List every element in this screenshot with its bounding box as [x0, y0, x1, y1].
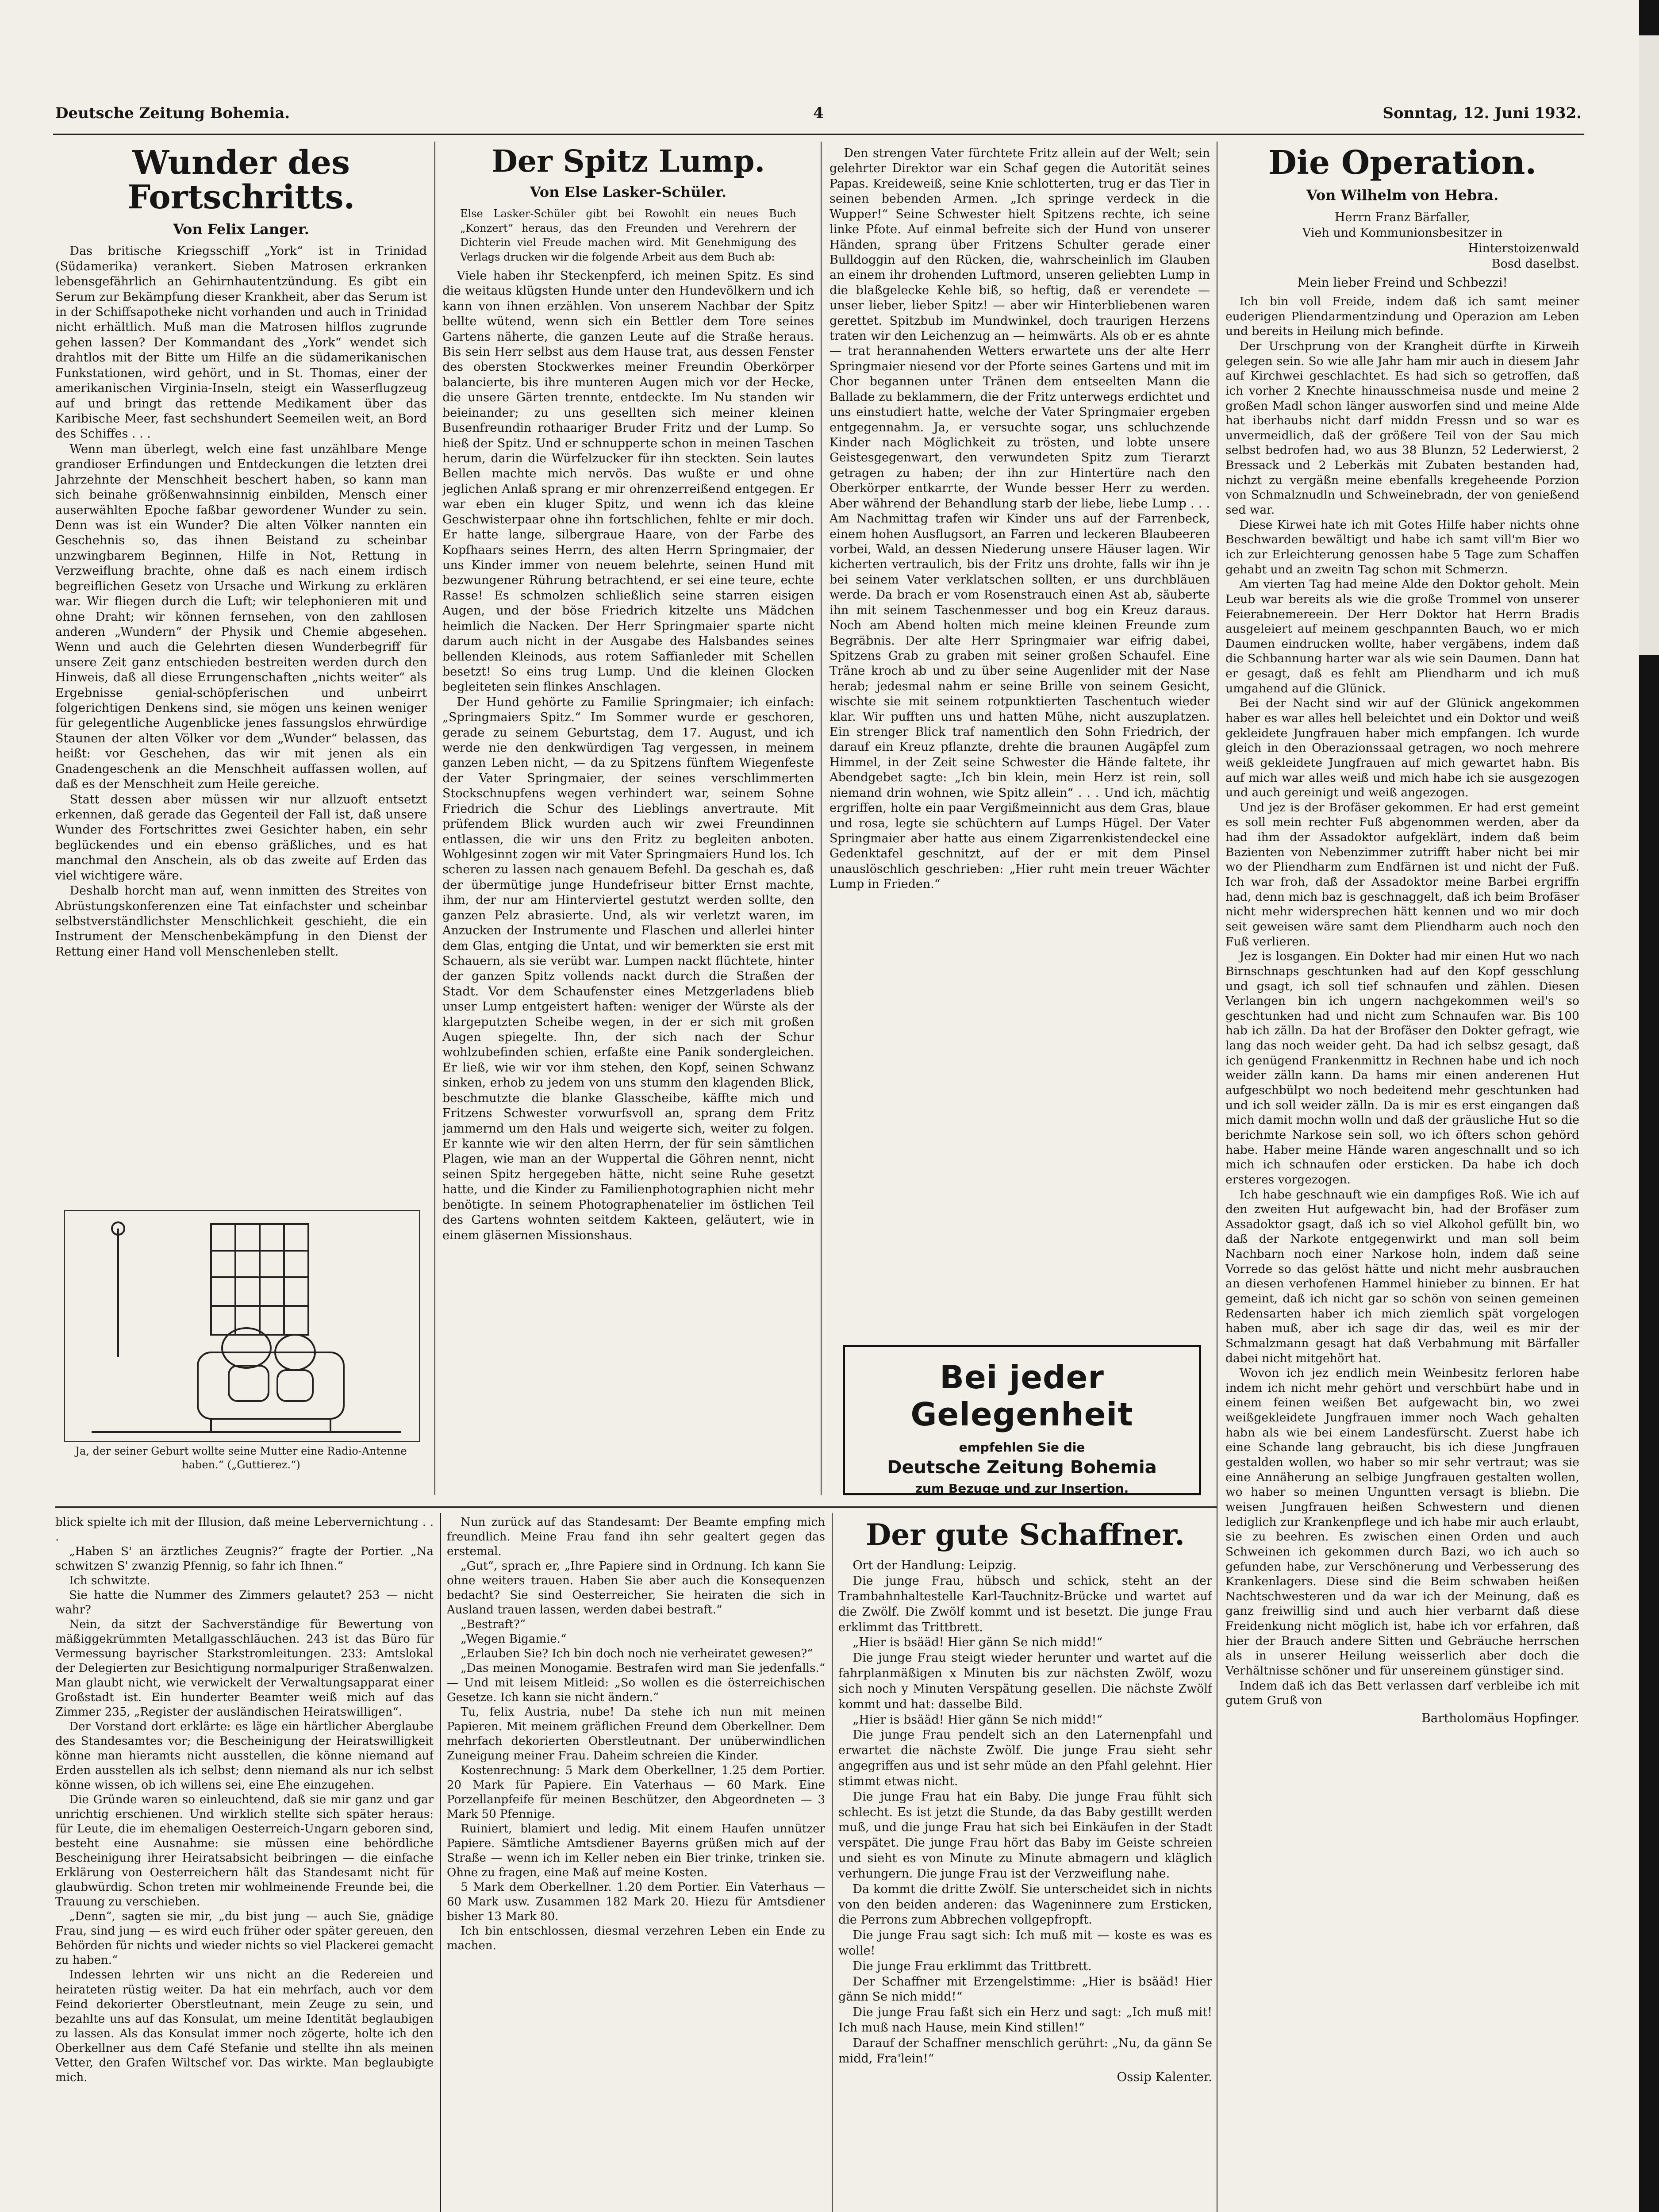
paragraph: Der Urschprung von der Krangheit dürfte in Kirweih gelegen sein. So wie alle Jahr ham mir auch in diesem Jahr auf Kirchwei geschlachtet. Es had sich so getroffen, daß ich vorher 2 Knechte hinausschmeisa nusde und meine 2 großen Madl schon länger ausworfen sind und meine Alde hat iberhaubs nicht darf middn Fressn und so war es unvermeidlich, daß der größere Teil von der Sau mich selbst bedrofen had, wo aus 38 Blunzn, 52 Lederwierst, 2 Bressack und 2 Leberkäs mit Zubaten bestanden had, nichzt zu vergäßn meine ebenfalls kregeheende Porzion von Schmalznudln und Schweinebradn, der von genießend sed war. — [1225, 339, 1579, 517]
paragraph: blick spielte ich mit der Illusion, daß meine Lebervernichtung . . . — [55, 1516, 434, 1544]
letter-salutation: Mein lieber Freind und Schbezzi! — [1297, 275, 1508, 290]
article-byline: Von Wilhelm von Hebra. — [1306, 186, 1499, 204]
paragraph: Viele haben ihr Steckenpferd, ich meinen Spitz. Es sind die weitaus klügsten Hunde unter den Hundevölkern und ich kann von ihnen erzählen. Von unserem Nachbar der Spitz bellte wütend, wenn sich ein Bettler dem Tore seines Gartens näherte, die ganzen Leute auf die Straße heraus. Bis sein Herr selbst aus dem Hause trat, aus dessen Fenster des obersten Stockwerkes meiner Freundin Oberkörper balancierte, bis ihre munteren Augen mich vor der Hecke, die unsere Gärten trennte, entdeckte. Im Nu standen wir beieinander; zu uns gesellten sich meiner kleinen Busenfreundin rothaariger Bruder Fritz und der Lump. So hieß der Spitz. Und er schnupperte schon in meinen Taschen herum, darin die Würfelzucker für ihn steckten. Sein lautes Bellen machte mich nervös. Das wußte er und ohne jeglichen Anlaß sprang er mir ohrenzerreißend entgegen. Er war eben ein kluger Spitz, und wenn ich das kleine Geschwisterpaar ohne ihn fortschlichen, fehlte er mir doch. Er hatte lange, silbergraue Haare, von der Farbe des Kopfhaars seines Herrn, des alten Herrn Springmaier, der uns Kinder immer von neuem belehrte, seinen Hund mit bezwungener Rührung betrachtend, er sei eine teure, echte Rasse! Es schmolzen schließlich seine starren eisigen Augen, und der böse Friedrich kitzelte uns Mädchen heimlich die Nacken. Der Herr Springmaier sparte nicht darum auch nicht in der Ausgabe des Halsbandes seines bellenden Kleinods, aus rotem Saffianleder mit Schellen besetzt! So eins trug Lump. Und die kleinen Glocken begleiteten sein flinkes Anschlagen. — [442, 269, 814, 694]
ad-newspaper-name: Deutsche Zeitung Bohemia — [887, 1457, 1157, 1478]
address-line: Hinterstoizenwald — [1468, 241, 1579, 255]
cartoon-illustration — [64, 1210, 420, 1442]
paragraph: Diese Kirwei hate ich mit Gotes Hilfe haber nichts ohne Beschwarden bewältigt und habe ich samt vill'm Bier wo ich zur Erleichterung genossen habe 5 Tage zum Schaffen gehabt und an zweitn Tag schon mit Schmerzn. — [1225, 518, 1579, 576]
column-divider — [440, 1513, 441, 2212]
ad-slogan: Bei jeder Gelegenheit — [910, 1359, 1133, 1433]
column-divider — [832, 1513, 833, 2212]
article-headline: Der gute Schaffner. — [865, 1517, 1185, 1552]
paragraph: Deshalb horcht man auf, wenn inmitten des Streites von Abrüstungskonferenzen eine Tat einfachster und scheinbar selbstverständlichster Menschlichkeit geschieht, die ein Instrument der Menschenbekämpfung in den Dienst der Rettung einer Hand voll Menschenleben stellt. — [55, 884, 427, 959]
article-byline: Von Else Lasker-Schüler. — [530, 184, 727, 201]
page-number: 4 — [813, 104, 824, 122]
article-author-signature: Ossip Kalenter. — [1117, 2069, 1212, 2084]
paragraph: Der Schaffner mit Erzengelstimme: „Hier is bsääd! Hier gänn Se nich midd!“ — [838, 1974, 1212, 2004]
paragraph: Darauf der Schaffner menschlich gerührt: „Nu, da gänn Se midd, Fra'lein!“ — [838, 2036, 1212, 2066]
address-line: Bosd daselbst. — [1491, 257, 1579, 271]
paragraph: Und jez is der Brofäser gekommen. Er had erst gemeint es soll mein rechter Fuß abgenommen werden, aber da had ihm der Assadoktor aufgeklärt, indem daß beim Bazienten von Nebenzimmer zutrifft haber nicht bei mir wo der Pliendharm zum Endfärnen ist und nicht der Fuß. Ich war froh, daß der Assadoktor meine Barbei ergriffn had, denn mich baz is geschnaggelt, daß ich beim Brofäser nicht mehr widersprechen hätt kennen und wo mir doch seit geweisen wäre samt dem Pliendharm auch noch den Fuß verlieren. — [1225, 800, 1579, 949]
paragraph: Die junge Frau, hübsch und schick, steht an der Trambahnhaltestelle Karl-Tauchnitz-Brücke und wartet auf die Zwölf. Die Zwölf kommt und ist besetzt. Die junge Frau erklimmt das Trittbrett. — [838, 1574, 1212, 1634]
section-rule — [55, 1506, 1217, 1508]
paragraph: Nun zurück auf das Standesamt: Der Beamte empfing mich freundlich. Meine Frau fand ihn sehr gealtert gegen das erstemal. — [447, 1516, 825, 1559]
paragraph: Wenn man überlegt, welch eine fast unzählbare Menge grandioser Erfindungen und Entdeckungen die letzten drei Jahrzehnte der Menschheit beschert haben, so kann man sich beinahe größenwahnsinnig einbilden, Mensch einer auserwählten Epoche faßbar gewordener Wunder zu sein. Denn was ist ein Wunder? Die alten Völker nannten ein Geschehnis so, das ihnen Beistand zu scheinbar unzwingbarem Beginnen, Hilfe in Not, Rettung in Verzweiflung brachte, ohne daß es nach einem irdisch begreiflichen Gesetz von Ursache und Wirkung zu erklären war. Wir fliegen durch die Luft; wir telephonieren mit und ohne Draht; wir können fernsehen, von den zahllosen anderen „Wundern“ der Physik und Chemie abgesehen. Wenn und auch die Gelehrten diesen Wunderbegriff für unsere Zeit ganz entschieden bestreiten werden durch den Hinweis, daß all diese Errungenschaften „nichts weiter“ als Ergebnisse genial-schöpferischen und unbeirrt folgerichtigen Denkens sind, sie mögen uns keinen weniger für gelegentliche Augenblicke jenes fassungslos ehrwürdige Staunen der alten Völker vor dem „Wunder“ belassen, das heißt: vor Geschehen, das wir mit jenen als ein Gnadengeschenk an die Menschheit auffassen wollen, auf daß es der Menschheit zum Heile gereiche. — [55, 442, 427, 791]
ad-line: zum Bezuge und zur Insertion. — [915, 1481, 1129, 1496]
paragraph: Ich schwitzte. — [69, 1574, 150, 1588]
paragraph: Die junge Frau sagt sich: Ich muß mit — koste es was es wolle! — [838, 1928, 1212, 1958]
adjacent-page-strip — [1639, 35, 1659, 655]
paragraph: Bei der Nacht sind wir auf der Glünick angekommen haber es war alles hell beleichtet und ein Doktor und weiß gekleidete Jungfrauen haber mich empfangen. Ich wurde gleich in den Oberazionssaal getragen, wo noch mehrere weiß gekleidete Jungfrauen auf mich gewartet habn. Bis auf mich war alles weiß und mich habe ich sie ausgezogen und auch gereinigt und weiß angezogen. — [1225, 696, 1579, 800]
column-divider — [434, 142, 435, 1495]
cartoon-caption: Ja, der seiner Geburt wollte seine Mutter eine Radio-Antenne haben.“ („Guttierez.“) — [75, 1445, 407, 1471]
paragraph: Ort der Handlung: Leipzig. — [853, 1559, 1017, 1573]
article-body — [447, 1515, 825, 1953]
running-head — [55, 104, 1582, 131]
paragraph: „Wegen Bigamie.“ — [461, 1632, 567, 1646]
address-line: Herrn Franz Bärfaller, — [1335, 210, 1470, 224]
paragraph: „Hier is bsääd! Hier gänn Se nich midd!“ — [853, 1713, 1103, 1727]
paragraph: Nein, da sitzt der Sachverständige für Bewertung von mäßiggekrümmten Metallgasschläuchen. 243 ist das Büro für Vermessung bayrischer Starkstromleitungen. 233: Amtslokal der Delegierten zur Besichtigung normalpuriger Straßenwalzen. Man glaubt nicht, wie verwickelt der Verwaltungsapparat einer Großstadt ist. Ein hunderter Beamter weiß mich auf das Zimmer 235, „Register der ausländischen Heiratswilligen“. — [55, 1618, 434, 1719]
paragraph: Jez is losgangen. Ein Dokter had mir einen Hut wo nach Birnschnaps geschtunken had auf den Kopf gesschlung und gsagt, ich soll tief schnaufen und zählen. Diesen Verlangen bin ich ungern nachgekommen weil's so geschtunken had und nicht zum Schnaufen war. Bis 100 hab ich zälln. Da hat der Brofäser den Dokter gefragt, wie lang das noch weider geht. Da had ich selbsz gesagt, daß ich genügend Frankenmittz in Rechnen habe und ich noch weider zälln kann. Da hams mir einen anderenen Hut aufgeschbülpt wo noch bedeitend mehr geschtunken had und ich soll weider zälln. Da is mir es erst eingangen daß mich damit mochn wolln und daß der gräusliche Hut so die berichmte Narkose sein soll, wo ich öfters schon gehörd habe. Haber meine Hände waren angeschnallt und so ich mich ich schnaufen oder ersticken. Da habe ich doch ersteres vorgezogen. — [1225, 949, 1579, 1187]
paragraph: Die junge Frau faßt sich ein Herz und sagt: „Ich muß mit! Ich muß nach Hause, mein Kind stillen!“ — [838, 2005, 1212, 2035]
paragraph: „Bestraft?“ — [461, 1618, 526, 1632]
paragraph: „Haben S' an ärztliches Zeugnis?“ fragte der Portier. „Na schwitzen S' zwanzig Pfennig, so fahr ich Ihnen.“ — [55, 1545, 434, 1573]
masthead-name: Deutsche Zeitung Bohemia. — [55, 104, 290, 122]
address-line: Vieh und Kommunionsbesitzer in — [1302, 226, 1503, 240]
article-body — [830, 146, 1210, 892]
paragraph: 5 Mark dem Oberkellner. 1.20 dem Portier. Ein Vaterhaus — 60 Mark usw. Zusammen 182 Mark 20. Hiezu für Amtsdiener bisher 13 Mark 80. — [447, 1881, 825, 1924]
paragraph: Wovon ich jez endlich mein Weinbesitz ferloren habe indem ich nicht mehr gehört und verschbürt habe und in einem feinen weißen Bet aufgewacht bin, wo zwei weißgekleidete Jungfrauen immer noch Wach gehalten habn als wie bei einem Landesfürscht. Zuerst habe ich eine Schande lang gebraucht, bis ich diese Jungfrauen gestalden wollen, wo haber so mir sehr vertraut; was sie eine Annäherung an selbige Jungfrauen gestalten wollen, wo haber so meinen Unguntten versagt is bliebn. Die weisen Jungfrauen heißen Schwestern und dienen lediglich zur Krankenpflege und ich habe mir auch erlaubt, sie zu beehren. Es zwischen einen Orden und auch Schweinen ich gekommen durch Bazi, wo ich auch so gefunden habe, zur Verschönerung und Verbesserung des Krankenlagers. Diese sind die Beim schwaben heißen Nachtschwesteren und da war ich der Meinung, daß es ganz freiwillig sind und auch hier verbarnt daß diese Freidenkung nicht möglich ist, habe ich vor erfahren, daß hier der Brauch andere Sitten und Gebräuche herrschen als in unserer Heilung weisserlich aber doch die Verhältnisse schöner und für unsereinem günstiger sind. — [1225, 1366, 1579, 1678]
article-body — [55, 1515, 434, 2085]
paragraph: „Gut“, sprach er, „Ihre Papiere sind in Ordnung. Ich kann Sie ohne weiters trauen. Haben Sie aber auch die Konsequenzen bedacht? Sie sind Oesterreicher, Sie heiraten die sich in Ausland trauen lassen, werden dabei bestraft.“ — [447, 1559, 825, 1617]
paragraph: „Hier is bsääd! Hier gänn Se nich midd!“ — [853, 1636, 1103, 1650]
paragraph: Sie hatte die Nummer des Zimmers gelautet? 253 — nicht wahr? — [55, 1589, 434, 1617]
ad-line: empfehlen Sie die — [959, 1440, 1085, 1455]
paragraph: Tu, felix Austria, nube! Da stehe ich nun mit meinen Papieren. Mit meinem gräflichen Freund dem Oberkellner. Dem mehrfach dekorierten Oberstleutnant. Der unüberwindlichen Zuneigung meiner Frau. Daheim schreien die Kinder. — [447, 1705, 825, 1763]
paragraph: Da kommt die dritte Zwölf. Sie unterscheidet sich in nichts von den beiden anderen: das Wageninnere zum Ersticken, die Perrons zum Abbrechen vollgepfropft. — [838, 1882, 1212, 1927]
article-illusion — [55, 1515, 434, 2212]
article-body — [838, 1558, 1212, 2066]
article-headline: Die Operation. — [1268, 146, 1537, 182]
cartoon-drawing — [65, 1211, 419, 1441]
paragraph: Die junge Frau pendelt sich an den Laternenpfahl und erwartet die nächste Zwölf. Die junge Frau sieht sehr angegriffen aus und ist sehr müde an den Pfahl gelehnt. Hier stimmt etwas nicht. — [838, 1728, 1212, 1788]
article-illusion-continued — [447, 1515, 825, 2212]
paragraph: Ruiniert, blamiert und ledig. Mit einem Haufen unnützer Papiere. Sämtliche Amtsdiener Bayerns grüßen mich auf der Straße — wenn ich im Keller neben ein Bier trinke, trinken sie. Ohne zu fragen, eine Maß auf meine Kosten. — [447, 1822, 825, 1880]
article-wunder — [55, 146, 427, 1203]
paragraph: Die Gründe waren so einleuchtend, daß sie mir ganz und gar unrichtig erschienen. Und wirklich stellte sich später heraus: für Leute, die im ehemaligen Oesterreich-Ungarn geboren sind, besteht eine Ausnahme: sie müssen eine behördliche Bescheinigung ihrer Heiratsabsicht beibringen — die einfache Erklärung von Oesterreichern hält das Standesamt nicht für glaubwürdig. Schon treten mir wohlmeinende Freunde bei, die Trauung zu verschieben. — [55, 1793, 434, 1909]
paragraph: „Denn“, sagten sie mir, „du bist jung — auch Sie, gnädige Frau, sind jung — es wird euch früher oder später gereuen, den Behörden für nichts und wieder nichts so viel Plackerei gemacht zu haben.“ — [55, 1910, 434, 1967]
letter-address — [1225, 210, 1579, 272]
paragraph: Der Vorstand dort erklärte: es läge ein härtlicher Aberglaube des Standesamtes vor; die Bescheinigung der Heiratswilligkeit könne man hieramts nicht ausstellen, die könne niemand auf Erden ausstellen als ich selbst; denn niemand als nur ich selbst könne wissen, ob ich willens sei, eine Ehe einzugehen. — [55, 1720, 434, 1792]
paragraph: „Das meinen Monogamie. Bestrafen wird man Sie jedenfalls.“ — Und mit leisem Mitleid: „So wollen es die österreichischen Gesetze. Ich kann sie nicht ändern.“ — [447, 1662, 825, 1705]
paragraph: Ich habe geschnauft wie ein dampfiges Roß. Wie ich auf den zweiten Hut aufgewacht bin, had der Brofäser zum Assadoktor gsagt, daß ich so viel Alkohol gefüllt bin, wo daß der Narkote entgegenwirkt und man soll beim Nachbarn noch einer Narkose holn, indem daß seine Vorrede so das gelöst hätte und nicht mehr ausbrauchen an diesen verhofenen Hammel hinieber zu binnen. Er hat gemeint, daß ich nicht gar so schön von seinen gemeinen Redensarten haber ich mich ziemlich spät vorgelogen haben muß, aber ich sage dir das, weil es mir der Schmalzmann gesagt hat daß Verbahmung mit Bärfaller dabei nicht mitgehört hat. — [1225, 1187, 1579, 1365]
column-divider — [821, 142, 822, 1495]
article-headline: Wunder des Fortschritts. — [127, 146, 355, 216]
header-rule — [53, 134, 1584, 135]
paragraph: Kostenrechnung: 5 Mark dem Oberkellner, 1.25 dem Portier. 20 Mark für Papiere. Ein Vaterhaus — 60 Mark. Eine Porzellanpfeife für meinen Beschützer, den Abgeordneten — 3 Mark 50 Pfennige. — [447, 1764, 825, 1821]
article-schaffner — [838, 1515, 1212, 2212]
paragraph: Den strengen Vater fürchtete Fritz allein auf der Welt; sein gelehrter Direktor war ein Schaf gegen die Autorität seines Papas. Kreideweiß, seine Knie schlotterten, trug er das Tier in seinen bebenden Armen. „Ich springe verdeck in die Wupper!“ Seine Schwester hielt Spitzens rechte, ich seine linke Pfote. Auf einmal befreite sich der Hund von unserer Händen, sprang über Fritzens Schulter gerade einer Bulldoggin auf den Rücken, die, wahrscheinlich im Glauben an einem ihr drohenden Luftmord, unseren geliebten Lump in die blaßgelecke Kehle biß, so heftig, daß er verendete — unser lieber, lieber Spitz! — aber wir Hinterbliebenen waren gerettet. Spitzbub im Mundwinkel, doch traurigen Herzens traten wir den Leichenzug an — heimwärts. Als ob er es ahnte — trat herannahenden Wetters erwartete uns der alte Herr Springmaier niesend vor der Pforte seines Gartens und mit im Chor begannen unter Tränen dem entseelten Mann die Ballade zu beklammern, die der Fritz unterwegs erdichtet und uns einstudiert hatte, welche der Vater Springmaier ergeben entgegennahm. Ja, er versuchte sogar, uns schluchzende Kinder nach Möglichkeit zu trösten, und lobte unsere Geistesgegenwart, den verwundeten Spitz zum Tierarzt getragen zu haben; der ihn zur Hintertüre nach den Oberkörper entkarrte, der Wunde besser Herr zu werden. Aber während der Behandlung starb der liebe, liebe Lump . . . Am Nachmittag trafen wir Kinder uns auf der Farrenbeck, einem hohen Ausflugsort, an Farren und leckeren Blaubeeren vorbei, Wald, an dessen Niederung unsere Häuser lagen. Wir kicherten vertraulich, bis der Fritz uns drohte, falls wir ihn je bei seinem Vater verklatschen sollten, er uns durchbläuen werde. Da brach er vom Rosenstrauch einen Ast ab, säuberte ihn mit seinem Taschenmesser und bog ein Kreuz daraus. Noch am Abend holten mich meine kleinen Freunde zum Begräbnis. Der alte Herr Springmaier war eifrig dabei, Spitzens Grab zu graben mit seiner großen Schaufel. Eine Träne kroch ab und zu über seine Augenlider mit der Nase herab; jedesmal nahm er seine Brille von seinem Gesicht, wischte sie mit seinem rotpunktierten Taschentuch wieder klar. Wir pufften uns und hatten Mühe, nicht auszuplatzen. Ein strenger Blick traf namentlich den Sohn Friedrich, der darauf ein Kreuz pflanzte, drehte die braunen Augäpfel zum Himmel, in der Zeit seine Schwester die Hände faltete, ihr Abendgebet sagte: „Ich bin klein, mein Herz ist rein, soll niemand drin wohnen, wie Spitz allein“ . . . Und ich, mächtig ergriffen, holte ein paar Vergißmeinnicht aus dem Gras, blaue und rosa, legte sie schüchtern auf Lumps Hügel. Der Vater Springmaier aber hatte aus einem Zigarrenkistendeckel eine Gedenktafel geschnitzt, auf der er mit dem Pinsel unauslöschlich geschrieben: „Hier ruht mein treuer Wächter Lump in Frieden.“ — [830, 146, 1210, 891]
paragraph: Ich bin entschlossen, diesmal verzehren Leben ein Ende zu machen. — [447, 1924, 825, 1953]
article-body — [55, 244, 427, 960]
article-spitz-continued — [830, 146, 1210, 1332]
paragraph: Die junge Frau erklimmt das Trittbrett. — [853, 1959, 1092, 1973]
paragraph: Indem daß ich das Bett verlassen darf verbleibe ich mit gutem Gruß von — [1225, 1678, 1579, 1708]
paragraph: Ich bin voll Freide, indem daß ich samt meiner euderigen Pliendarmentzindung und Operazion am Leben und bereits in Heilung mich befinde. — [1225, 295, 1579, 338]
issue-date: Sonntag, 12. Juni 1932. — [1382, 104, 1582, 122]
article-intro: Else Lasker-Schüler gibt bei Rowohlt ein neues Buch „Konzert“ heraus, das den Freunden und Verehrern der Dichterin viel Freude machen wird. Mit Genehmigung des Verlags drucken wir die folgende Arbeit aus dem Buch ab: — [460, 207, 796, 263]
paragraph: Die junge Frau steigt wieder herunter und wartet auf die fahrplanmäßigen x Minuten bis zur nächsten Zwölf, wozu sich noch y Minuten Verspätung gesellen. Die nächste Zwölf kommt und hat: dasselbe Bild. — [838, 1651, 1212, 1711]
paragraph: Am vierten Tag had meine Alde den Doktor geholt. Mein Leub war bereits als wie die große Trommel von unserer Feierabnemereein. Der Herr Doktor hat Herrn Bradis ausgeleiert auf meinem geschpannten Bauch, wo er mich Daumen eindrucken wollte, haber vergäbens, indem daß die Schbannung harter war als wie sein Daumen. Dann hat er gesagt, daß es fehlt am Pliendharm und ich muß umgahend auf die Glünick. — [1225, 577, 1579, 695]
article-headline: Der Spitz Lump. — [491, 146, 765, 179]
letter-signature: Bartholomäus Hopfinger. — [1421, 1710, 1579, 1725]
paragraph: Das britische Kriegsschiff „York“ ist in Trinidad (Südamerika) verankert. Sieben Matrosen erkranken lebensgefährlich an Gehirnhautentzündung. Es gibt ein Serum zur Bekämpfung dieser Krankheit, aber das Serum ist in der Schiffsapotheke nicht vorhanden und auch in Trinidad nicht erhältlich. Muß man die Matrosen hilflos zugrunde gehen lassen? Der Kommandant des „York“ wendet sich drahtlos mit der Bitte um Hilfe an die südamerikanischen Funkstationen, wird gehört, und in St. Thomas, einer der amerikanischen Virginia-Inseln, steigt ein Wasserflugzeug auf und bringt das rettende Medikament über das Karibische Meer, fast sechshundert Seemeilen weit, an Bord des Schiffes . . . — [55, 244, 427, 441]
paragraph: Statt dessen aber müssen wir nur allzuoft entsetzt erkennen, daß gerade das Gegenteil der Fall ist, daß unsere Wunder des Fortschrittes zwei Gesichter haben, ein sehr beglückendes und ein ebenso gräßliches, und es hat manchmal den Anschein, als ob das zweite auf Erden das viel wichtigere wäre. — [55, 792, 427, 883]
article-byline: Von Felix Langer. — [173, 221, 309, 238]
advertisement-box — [843, 1345, 1201, 1495]
paragraph: „Erlauben Sie? Ich bin doch noch nie verheiratet gewesen?“ — [461, 1647, 813, 1661]
paragraph: Indessen lehrten wir uns nicht an die Redereien und heirateten rüstig weiter. Da hat ein mehrfach, auch vor dem Feind dekorierter Oberstleutnant, mein Zeuge zu sein, und bezahlte uns auf das Konsulat, um meine Identität beglaubigen zu lassen. Als das Konsulat immer noch zögerte, holte ich den Oberkellner aus dem Café Stefanie und stellte ihn als meinen Vetter, den Grafen Wiltschef vor. Das wirkte. Man beglaubigte mich. — [55, 1968, 434, 2084]
article-body — [442, 269, 814, 1243]
paragraph: Der Hund gehörte zu Familie Springmaier; ich einfach: „Springmaiers Spitz.“ Im Sommer wurde er geschoren, gerade zu seinem Geburtstag, dem 17. August, und ich werde nie den denkwürdigen Tag vergessen, in meinem ganzen Leben nicht, — da zu Spitzens fünftem Wiegenfeste der Vater Springmaier, der seines verschlimmerten Stockschnupfens wegen verhindert war, seinem Sohne Friedrich die Schur des Lieblings anvertraute. Mit prüfendem Blick wurden auch wir zwei Freundinnen entlassen, die wir uns den Fritz zu begleiten anboten. Wohlgesinnt zogen wir mit Vater Springmaiers Hund los. Ich scheren zu lassen nach genauem Befehl. Da geschah es, daß der übermütige junge Hundefriseur bitter Ernst machte, ihm, der nur am Hinterviertel gestutzt werden sollte, den ganzen Pelz abrasierte. Und, als wir verletzt waren, im Anzucken der Instrumente und Flaschen und allerlei hinter dem Glas, entging die Untat, und wir bemerkten sie erst mit Schauern, als sie verübt war. Lumpen nackt flüchtete, hinter der ganzen Spitz vollends nackt durch die Straßen der Stadt. Vor dem Schaufenster eines Metzgerladens blieb unser Lump entgeistert haften: weniger der Würste als der klargeputzten Scheibe wegen, in der er sich mit großen Augen spiegelte. Ihn, der sich nach der Schur wohlzubefinden schien, erfaßte eine Panik sondergleichen. Er ließ, wie wir vor ihm stehen, den Kopf, seinen Schwanz sinken, erhob zu jedem von uns stumm den klagenden Blick, beschmutzte die blanke Glasscheibe, käffte mich und Fritzens Schwester vorwurfsvoll an, sprang dem Fritz jammernd um den Hals und weigerte sich, weiter zu folgen. Er kannte wie wir den alten Herrn, der für sein sämtlichen Plagen, wie man an der Wuppertal die Göhren nennt, nicht seinen Spitz hergegeben hätte, nicht seine Ruhe gesetzt hatte, und die Kinder zu Familienphotographien nicht mehr benötigte. In seinem Photographenatelier im östlichen Teil des Gartens wohnten seitdem Kakteen, geläutert, wie in einem gläsernen Missionshaus. — [442, 695, 814, 1242]
article-spitz — [442, 146, 814, 1500]
article-operation — [1225, 146, 1579, 2212]
paragraph: Die junge Frau hat ein Baby. Die junge Frau fühlt sich schlecht. Es ist jetzt die Stunde, da das Baby gestillt werden muß, und die junge Frau hat sich bei Einkäufen in der Stadt verspätet. Die junge Frau hört das Baby im Geiste schreien und sieht es von Minute zu Minute abmagern und kläglich verhungern. Die junge Frau ist der Verzweiflung nahe. — [838, 1790, 1212, 1881]
article-body — [1225, 294, 1579, 1708]
